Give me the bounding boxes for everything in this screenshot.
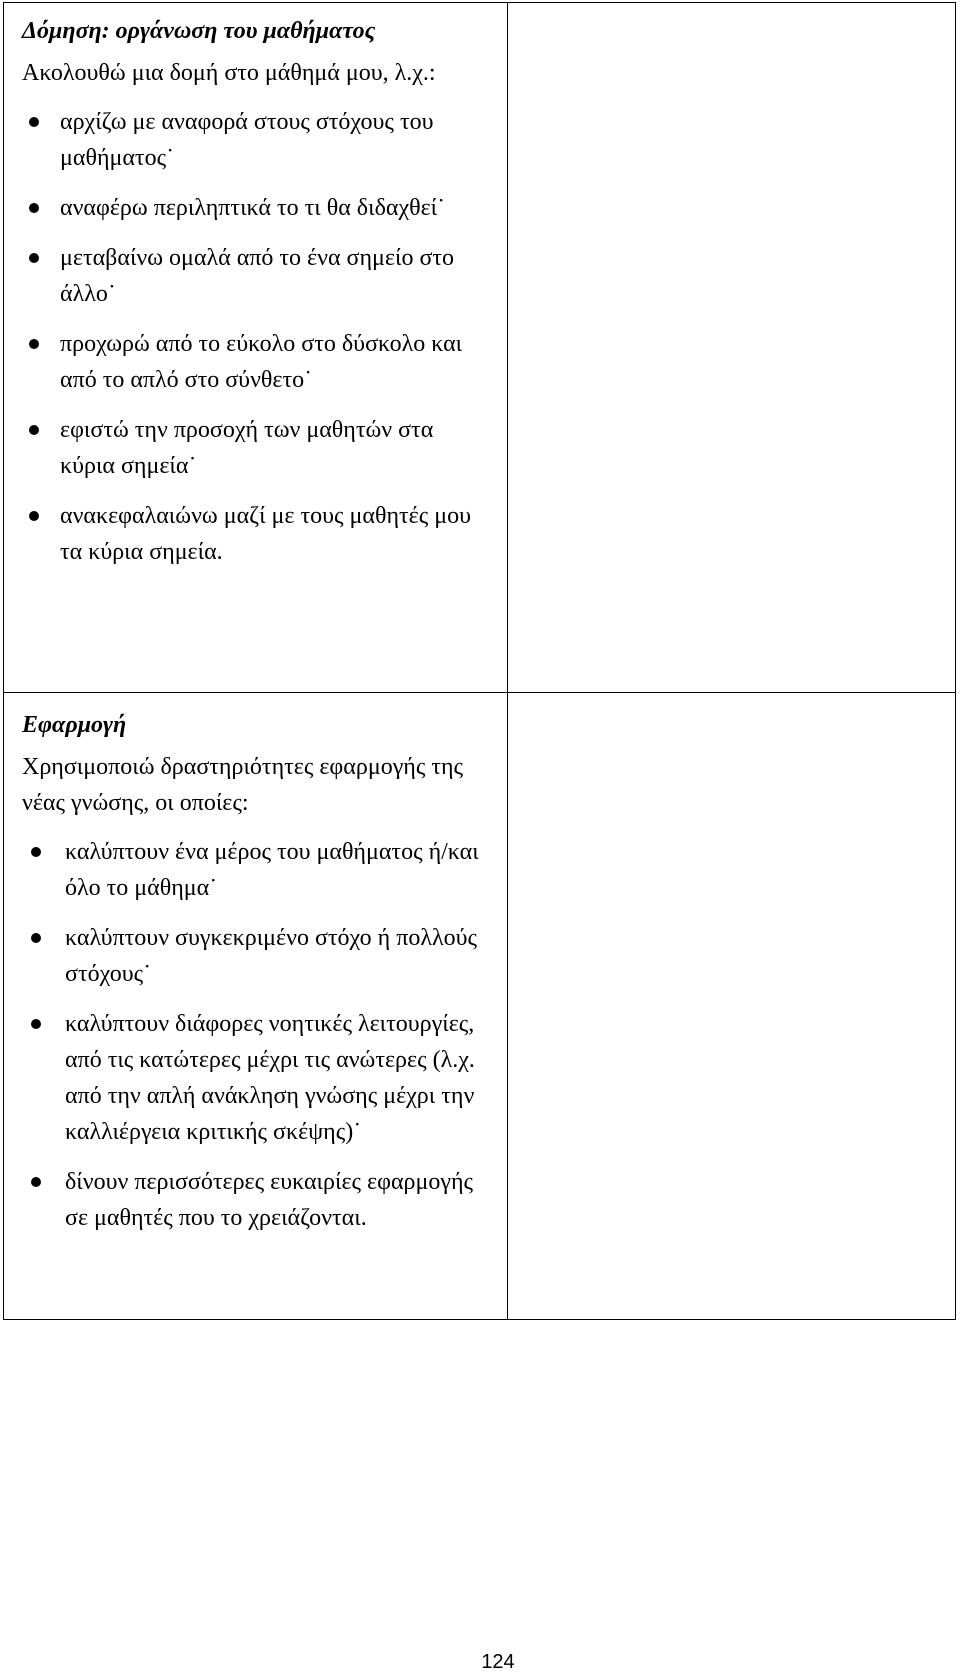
section-structure <box>4 3 507 570</box>
empty-notes-cell <box>508 692 956 1319</box>
empty-notes-cell <box>508 3 956 693</box>
bullet-list <box>22 834 489 1236</box>
bullet-icon <box>29 253 39 263</box>
table-row <box>4 692 956 1319</box>
section-heading: Δόμηση: οργάνωση του μαθήματος <box>22 18 376 44</box>
list-item <box>22 1006 489 1150</box>
document-table <box>3 2 956 1320</box>
list-item-text: ανακεφαλαιώνω μαζί με τους μαθητές μου τα κύρια σημεία. <box>60 503 471 565</box>
bullet-icon <box>29 117 39 127</box>
section-intro: Ακολουθώ μια δομή στο μάθημά μου, λ.χ.: <box>22 60 436 86</box>
section-intro: Χρησιμοποιώ δραστηριότητες εφαρμογής της νέας γνώσης, οι οποίες: <box>22 753 464 816</box>
list-item-text: δίνουν περισσότερες ευκαιρίες εφαρμογής σε μαθητές που το χρειάζονται. <box>65 1168 474 1231</box>
list-item <box>22 498 489 570</box>
list-item-text: εφιστώ την προσοχή των μαθητών στα κύρια σημεία˙ <box>60 417 434 479</box>
list-item <box>22 834 489 906</box>
bullet-list <box>22 104 489 570</box>
section-application <box>4 693 507 1236</box>
list-item <box>22 412 489 484</box>
list-item <box>22 240 489 312</box>
section-heading: Εφαρμογή <box>22 711 127 738</box>
list-item-text: καλύπτουν συγκεκριμένο στόχο ή πολλούς στόχους˙ <box>65 924 477 987</box>
page-number: 124 <box>481 1651 515 1673</box>
section-structure-cell <box>4 3 508 693</box>
table-row <box>4 3 956 693</box>
bullet-icon <box>31 933 41 943</box>
section-application-cell <box>4 692 508 1319</box>
list-item-text: αρχίζω με αναφορά στους στόχους του μαθήματος˙ <box>60 109 434 171</box>
bullet-icon <box>29 511 39 521</box>
list-item <box>22 1164 489 1236</box>
list-item-text: αναφέρω περιληπτικά το τι θα διδαχθεί˙ <box>60 195 446 221</box>
bullet-icon <box>31 1019 41 1029</box>
bullet-icon <box>29 425 39 435</box>
list-item-text: καλύπτουν διάφορες νοητικές λειτουργίες, από τις κατώτερες μέχρι τις ανώτερες (λ.χ. από την απλή ανάκληση γνώσης μέχρι την καλλιέργεια κριτικής σκέψης)˙ <box>65 1010 475 1145</box>
bullet-icon <box>29 203 39 213</box>
list-item-text: μεταβαίνω ομαλά από το ένα σημείο στο άλλο˙ <box>60 245 455 307</box>
list-item-text: καλύπτουν ένα μέρος του μαθήματος ή/και όλο το μάθημα˙ <box>65 838 479 901</box>
list-item-text: προχωρώ από το εύκολο στο δύσκολο και από το απλό στο σύνθετο˙ <box>60 331 463 393</box>
list-item <box>22 190 489 226</box>
bullet-icon <box>29 339 39 349</box>
bullet-icon <box>31 847 41 857</box>
list-item <box>22 104 489 176</box>
bullet-icon <box>31 1177 41 1187</box>
list-item <box>22 326 489 398</box>
list-item <box>22 920 489 992</box>
